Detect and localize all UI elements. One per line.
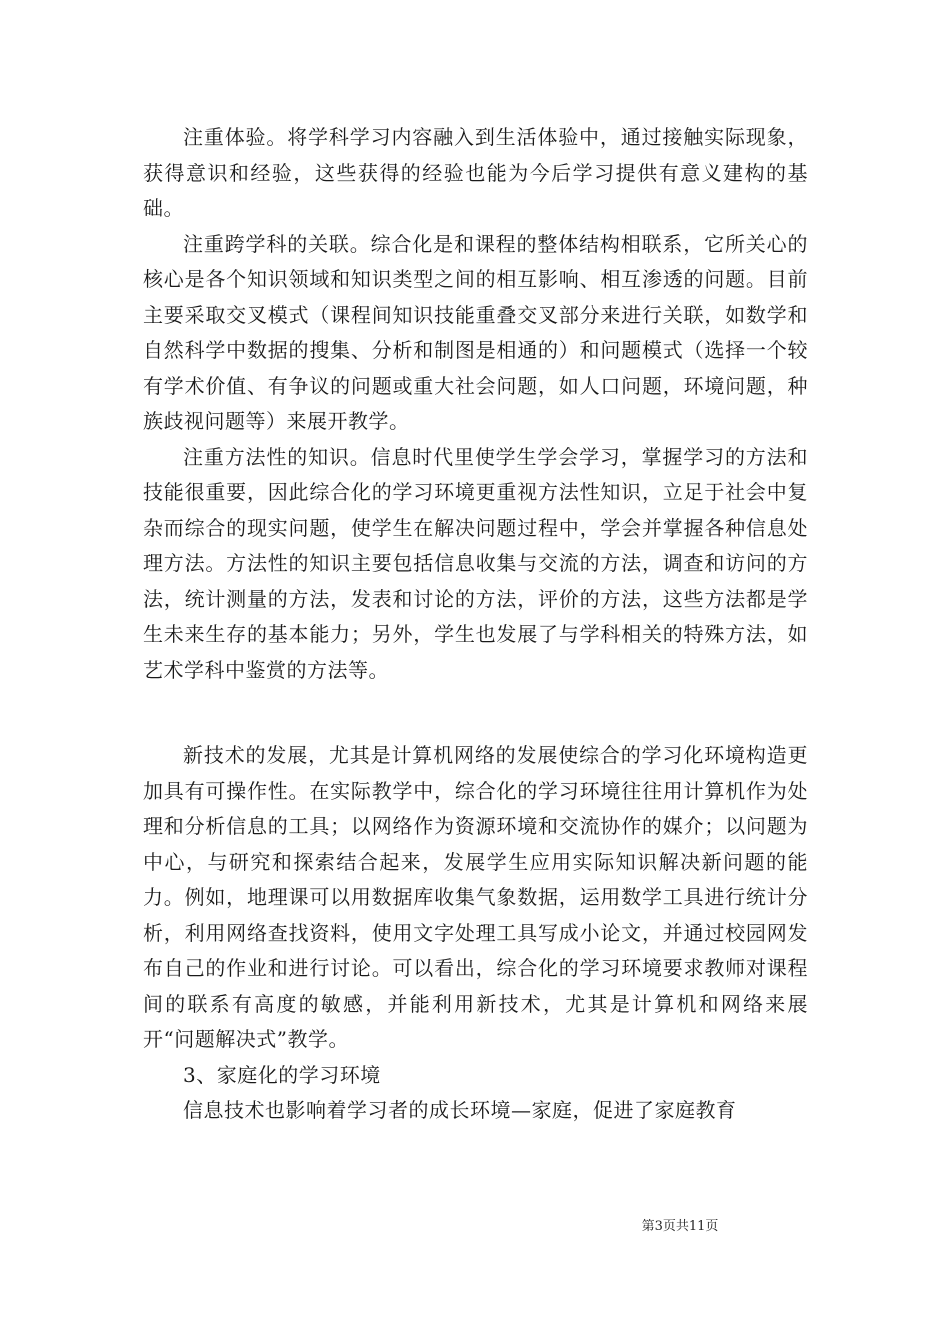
- paragraph-interdisciplinary: 注重跨学科的关联。综合化是和课程的整体结构相联系，它所关心的核心是各个知识领域和知识类型之间的相互影响、相互渗透的问题。目前主要采取交叉模式（课程间知识技能重叠交叉部分来进行关联，如数学和自然科学中数据的搜集、分析和制图是相通的）和问题模式（选择一个较有学术价值、有争议的问题或重大社会问题，如人口问题，环境问题，种族歧视问题等）来展开教学。: [143, 231, 808, 433]
- page-footer: [0, 1215, 950, 1234]
- section-heading: 3、家庭化的学习环境: [183, 1062, 381, 1087]
- page-number: 第3页共11页: [641, 1219, 719, 1234]
- paragraph-family: 信息技术也影响着学习者的成长环境—家庭，促进了家庭教育: [183, 1098, 737, 1122]
- document-body: [143, 120, 808, 1129]
- paragraph-experience: 注重体验。将学科学习内容融入到生活体验中，通过接触实际现象，获得意识和经验，这些获得的经验也能为今后学习提供有意义建构的基础。: [143, 125, 808, 220]
- paragraph-methodology: 注重方法性的知识。信息时代里使学生学会学习，掌握学习的方法和技能很重要，因此综合化的学习环境更重视方法性知识，立足于社会中复杂而综合的现实问题，使学生在解决问题过程中，学会并掌握各种信息处理方法。方法性的知识主要包括信息收集与交流的方法，调查和访问的方法，统计测量的方法，发表和讨论的方法，评价的方法，这些方法都是学生未来生存的基本能力；另外，学生也发展了与学科相关的特殊方法，如艺术学科中鉴赏的方法等。: [143, 444, 808, 682]
- paragraph-gap: [143, 688, 808, 738]
- paragraph-new-technology: 新技术的发展，尤其是计算机网络的发展使综合的学习化环境构造更加具有可操作性。在实际教学中，综合化的学习环境往往用计算机作为处理和分析信息的工具；以网络作为资源环境和交流协作的媒介；以问题为中心，与研究和探索结合起来，发展学生应用实际知识解决新问题的能力。例如，地理课可以用数据库收集气象数据，运用数学工具进行统计分析，利用网络查找资料，使用文字处理工具写成小论文，并通过校园网发布自己的作业和进行讨论。可以看出，综合化的学习环境要求教师对课程间的联系有高度的敏感，并能利用新技术，尤其是计算机和网络来展开“问题解决式”教学。: [143, 743, 808, 1051]
